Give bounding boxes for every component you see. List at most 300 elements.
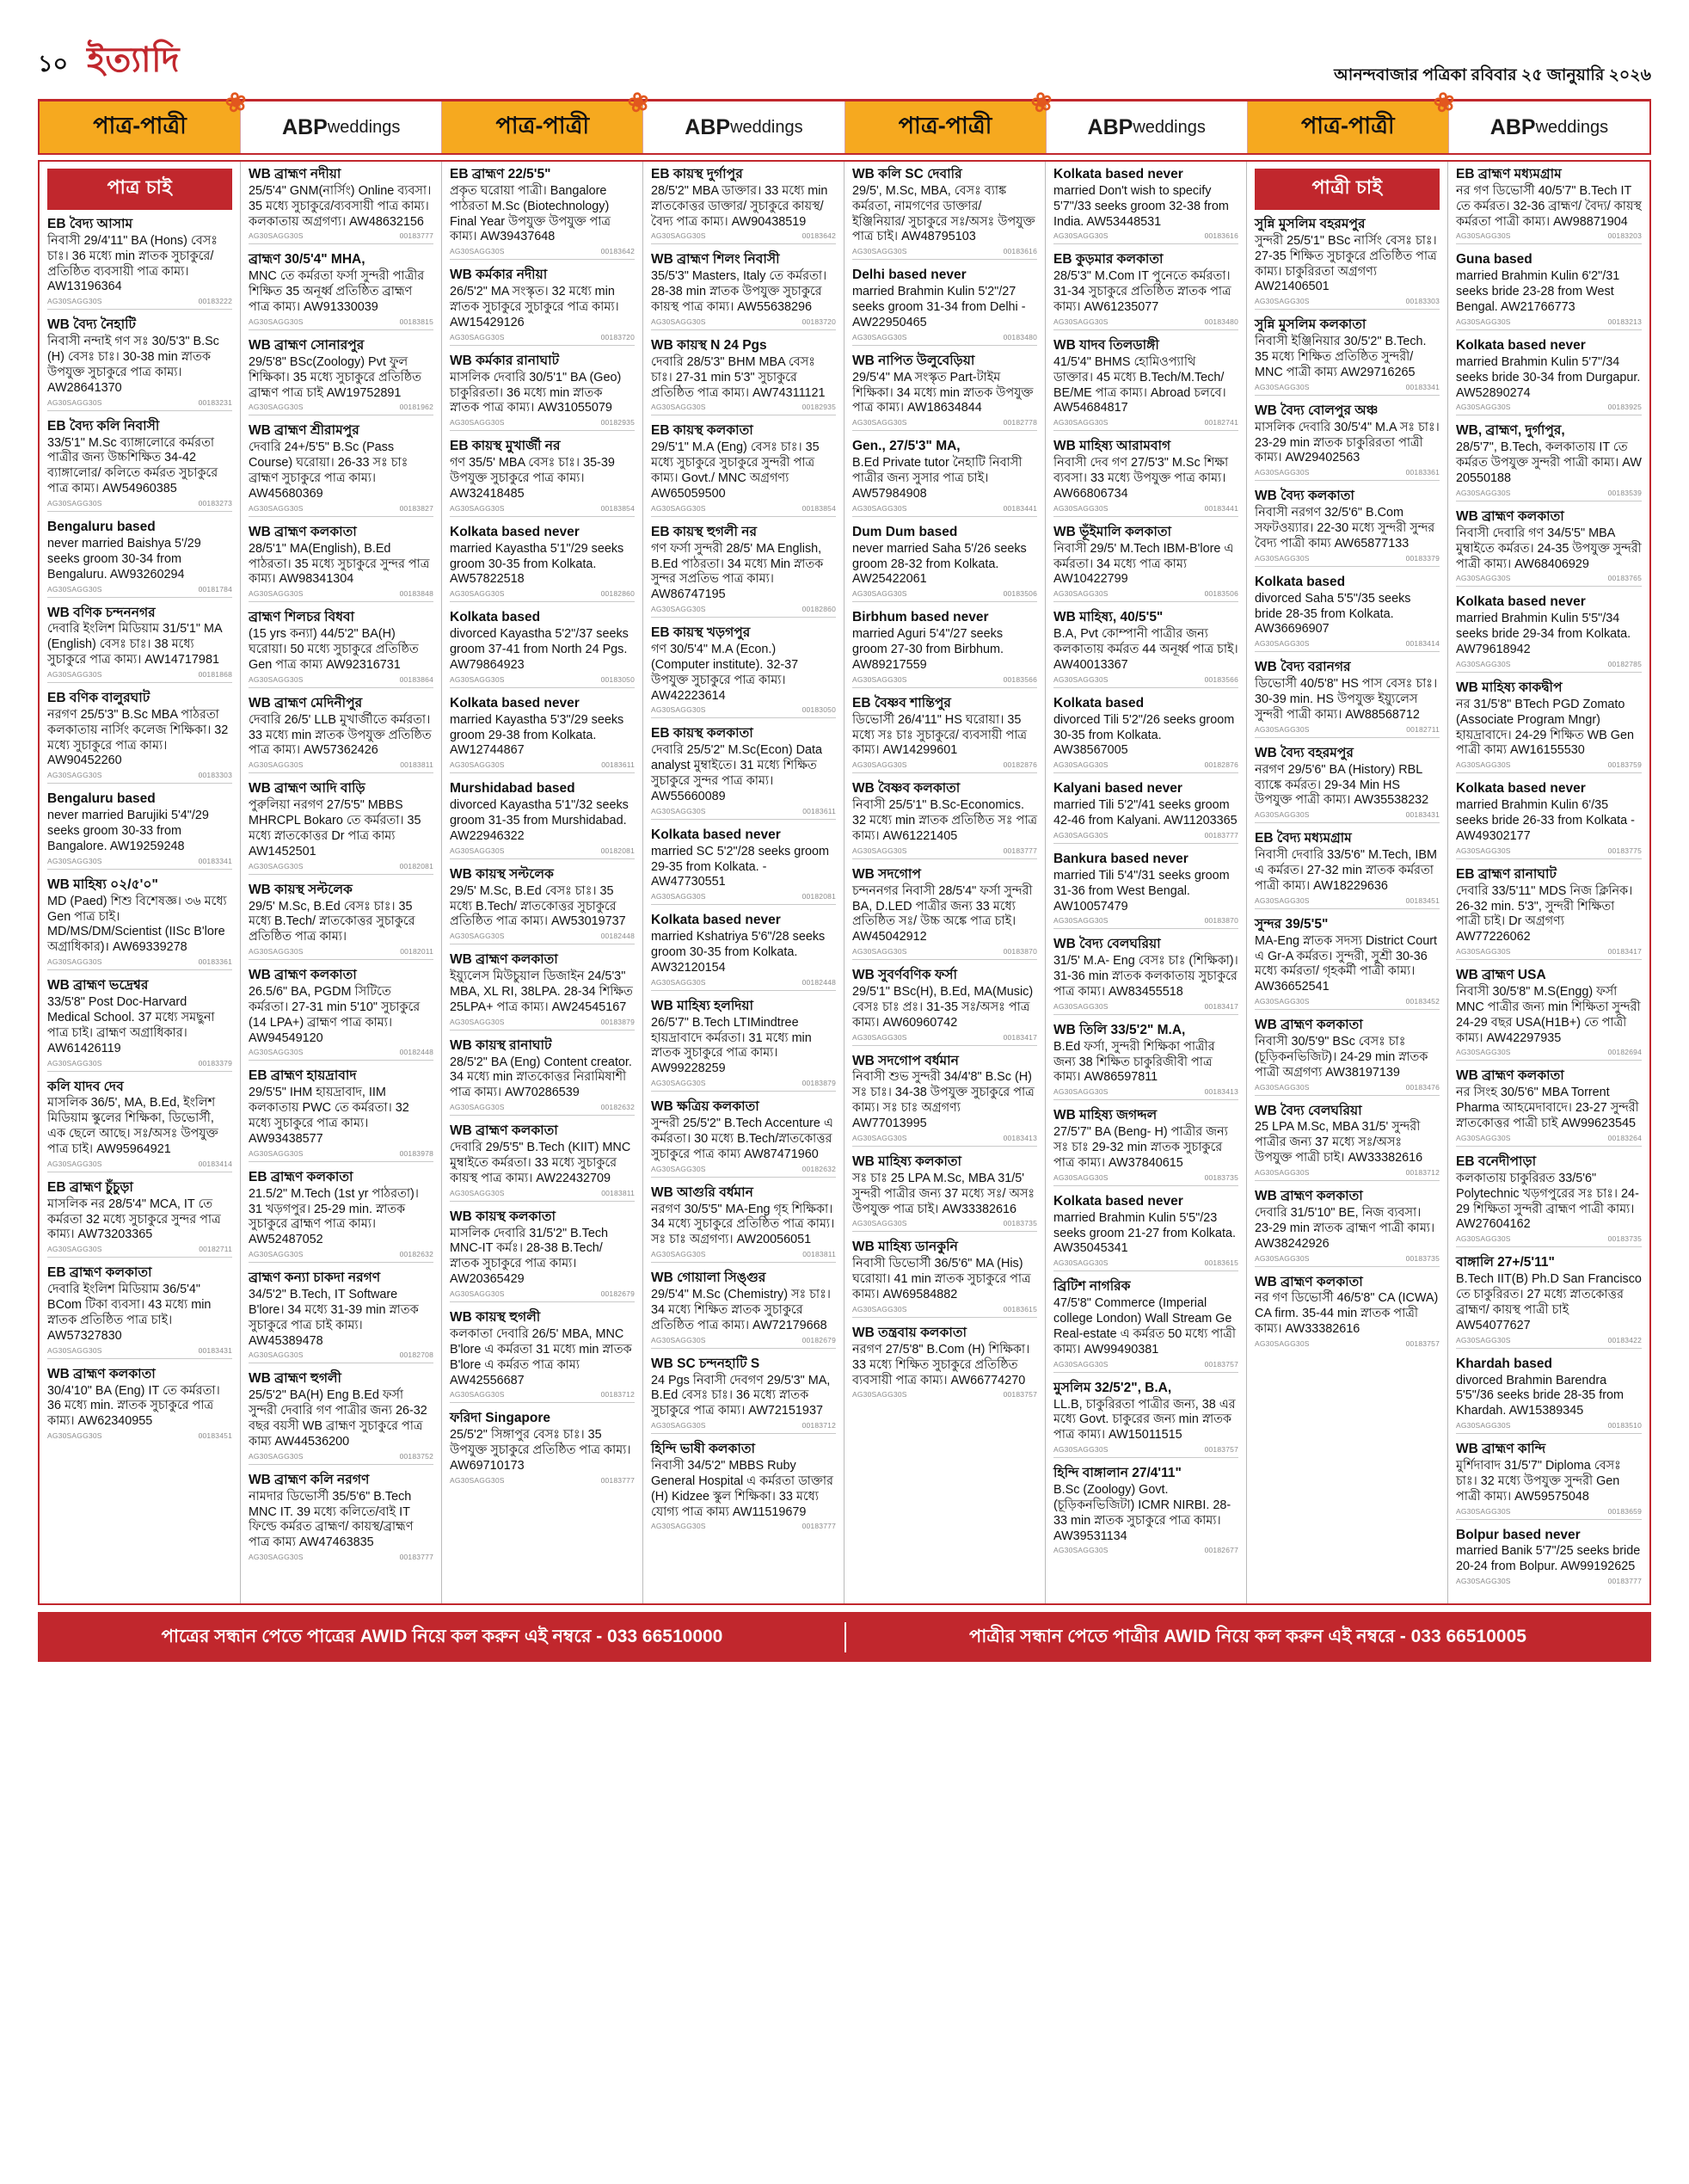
ad-code-row [249,947,433,956]
ad-code-row [852,418,1037,427]
classified-ad[interactable] [1456,1442,1642,1519]
classified-ad[interactable] [1255,831,1440,908]
ad-title: EB বৈষ্ণব শান্তিপুর [852,695,951,711]
classified-ad[interactable] [1053,1466,1238,1558]
ad-title: Kolkata based never [1053,167,1183,181]
ad-body: গণ 35/5' MBA বেসঃ চাঃ। 35-39 উপযুক্ত সুচাকুরে পাত্র কাম্য। AW32418485 [450,456,615,501]
classified-ad[interactable] [1456,167,1642,244]
ad-code-right: 00181784 [198,584,232,594]
ad-title: WB ব্রাহ্মণ কলকাতা [1456,1068,1564,1084]
ad-title: EB বনেদীপাড়া [1456,1154,1537,1169]
ad-title: EB ব্রাহ্মণ কলকাতা [249,1169,353,1184]
ad-body: 29/5'1" BSc(H), B.Ed, MA(Music) বেসঃ চাঃ প্রঃ। 31-35 সঃ/অসঃ পাত্র কাম্য। AW60960742 [852,984,1034,1030]
classified-ad[interactable] [450,610,635,687]
ad-body: দেবারি 33/5'11" MDS নিজ ক্লিনিক। 26-32 min. 5'3", সুন্দরী শিক্ষিতা পাত্রী চাই। Dr অগ্রগণ্য AW77226062 [1456,883,1633,944]
classified-ad[interactable] [1456,968,1642,1061]
ad-code-row [651,1165,836,1173]
classified-ad[interactable] [450,268,635,345]
classified-column [1448,162,1649,1603]
ad-code-left: AG30SAGG30S [47,584,102,594]
classified-ad[interactable] [1456,1068,1642,1146]
ad-body: নিবাসী ইঞ্জিনিয়ার 30/5'2" B.Tech. 35 মধ্যে শিক্ষিত প্রতিষ্ঠিত সুন্দরী/ MNC পাত্রী কাম্য AW29716265 [1255,335,1427,379]
classified-ad[interactable] [1053,610,1238,687]
ad-title: WB সুবর্ণবণিক ফর্সা [852,968,958,983]
ad-title: WB ক্ষত্রিয় কলকাতা [651,1099,759,1115]
abp-logo-sub: weddings [1133,117,1206,137]
ad-code-left: AG30SAGG30S [47,771,102,780]
classified-ad[interactable] [1456,338,1642,415]
ad-code-right: 00183777 [600,1475,635,1485]
classified-ad[interactable] [1053,252,1238,329]
classified-ad[interactable] [1255,1275,1440,1351]
classified-ad[interactable] [450,1209,635,1302]
ad-body: married Tili 5'2"/41 seeks groom 42-46 from Kalyani. AW11203365 [1053,798,1238,828]
ad-code-right: 00183616 [1204,231,1238,241]
classified-ad[interactable] [249,525,433,602]
classified-ad[interactable] [1255,403,1440,481]
ad-code-row [450,333,635,341]
ad-title: Kolkata based never [1456,337,1586,353]
ad-title: Kolkata based [450,610,541,625]
classified-ad[interactable] [1456,252,1642,329]
ad-code-left: AG30SAGG30S [450,1289,505,1299]
classified-ad[interactable] [1255,575,1440,652]
classified-ad[interactable] [1456,594,1642,672]
ad-code-row [249,1553,433,1561]
ad-code-right: 00183757 [1204,1445,1238,1455]
ad-code-row [450,247,635,255]
banner-label: পাত্র-পাত্রী [93,112,187,138]
ad-code-right: 00183273 [198,499,232,508]
ad-code-left: AG30SAGG30S [1053,1001,1109,1011]
classified-ad[interactable] [1456,1154,1642,1247]
ad-code-right: 00183611 [802,806,836,815]
classified-ad[interactable] [450,354,635,431]
ad-code-left: AG30SAGG30S [1053,503,1109,513]
ad-code-left: AG30SAGG30S [1053,231,1109,241]
classified-ad[interactable] [47,317,232,410]
ad-code-left: AG30SAGG30S [852,332,907,341]
ad-body: B.Ed Private tutor নৈহাটি নিবাসী পাত্রীর জন্য সুসার পাত্র চাই। AW57984908 [852,456,1023,501]
ad-code-row [450,675,635,684]
ad-body: 25 LPA M.Sc, MBA 31/5' সুন্দরী পাত্রীর জন্য 37 মধ্যে সঃ/অসঃ উপযুক্ত পাত্রী চাই। AW33382616 [1255,1120,1423,1166]
banner-patra-patri-1 [40,102,241,153]
classified-ad[interactable] [1255,1104,1440,1181]
ad-code-row [1053,589,1238,598]
ad-code-left: AG30SAGG30S [1456,1506,1511,1516]
ad-code-right: 00183050 [802,705,836,715]
ad-code-left: AG30SAGG30S [651,1079,706,1088]
ad-title: হিন্দি বাঙ্গালান 27/4'11" [1053,1466,1182,1481]
classified-ad[interactable] [47,791,232,869]
ad-body: নর 31/5'8" BTech PGD Zomato (Associate Program Mngr) হায়দ্রাবাদে। 24-29 শিক্ষিত WB Gen পাত্রী কাম্য AW16155530 [1456,697,1635,758]
ad-body: মাসলিক দেবারি 30/5'1" BA (Geo) চাকুরিরতা। 36 মধ্যে min স্নাতক স্নাতক পাত্র কাম্য। AW31055079 [450,370,622,415]
ad-code-right: 00182081 [600,846,635,855]
edition-line: আনন্দবাজার পত্রিকা রবিবার ২৫ জানুয়ারি ২০২৬ [1334,66,1651,84]
ad-code-left: AG30SAGG30S [249,317,304,326]
ad-code-right: 00182860 [802,605,836,614]
classified-column [1046,162,1247,1603]
banner-label: পাত্র-পাত্রী [1300,112,1395,138]
footer-groom-helpline[interactable]: পাত্রের সন্ধান পেতে পাত্রের AWID নিয়ে কল করুন এই নম্বরে - 033 66510000 [161,1626,723,1646]
classified-ad[interactable] [47,877,232,970]
ad-body: married Don't wish to specify 5'7"/33 seeks groom 32-38 from India. AW53448531 [1053,183,1229,229]
classified-ad[interactable] [1255,917,1440,1010]
ad-title: Kolkata based never [1053,1193,1183,1209]
classified-ad[interactable] [1456,1528,1642,1590]
ad-code-row [249,231,433,240]
ad-code-left: AG30SAGG30S [47,1431,102,1441]
classified-ad[interactable] [1053,1023,1238,1100]
banner-patra-patri-3 [845,102,1047,153]
classified-ad[interactable] [1255,317,1440,395]
classified-ad[interactable] [852,968,1037,1045]
classified-ad[interactable] [249,968,433,1061]
classified-ad[interactable] [651,423,836,516]
classified-ad[interactable] [651,1357,836,1434]
ad-code-row [1255,997,1440,1006]
ad-code-left: AG30SAGG30S [1255,724,1310,734]
classified-ad[interactable] [651,1099,836,1177]
ad-code-row [1456,403,1642,411]
ad-code-row [1053,317,1238,326]
ad-body: নর গণ ডিভোর্সী 40/5'7" B.Tech IT তে কর্মরত। 32-36 ব্রাহ্মণ/ বৈদ্য/ কায়স্থ কর্মরতা পাত্রী কাম্য। AW98871904 [1456,183,1642,229]
classified-ad[interactable] [47,419,232,512]
ad-code-left: AG30SAGG30S [1456,488,1511,497]
classified-ad[interactable] [852,696,1037,773]
classified-ad[interactable] [1053,852,1238,929]
classified-ad[interactable] [1053,525,1238,602]
classified-ad[interactable] [1456,509,1642,587]
ad-code-row [249,760,433,769]
classified-ad[interactable] [1255,660,1440,737]
classified-ad[interactable] [249,167,433,244]
classified-ad[interactable] [852,268,1037,345]
ad-code-row [450,1189,635,1197]
ad-title: WB ব্রাহ্মণ কলকাতা [249,524,357,539]
classified-ad[interactable] [852,1154,1037,1232]
ad-code-left: AG30SAGG30S [852,846,907,855]
ad-code-right: 00183539 [1607,488,1642,497]
ad-code-row [852,1033,1037,1042]
ad-code-right: 00183203 [1607,231,1642,241]
ad-code-row [249,1048,433,1056]
ad-title: WB কায়স্থ N 24 Pgs [651,337,767,353]
classified-ad[interactable] [852,610,1037,687]
classified-ad[interactable] [651,726,836,819]
ad-title: WB কলি SC দেবারি [852,167,962,181]
classified-ad[interactable] [249,1371,433,1464]
classified-ad[interactable] [1053,1381,1238,1458]
ad-code-right: 00183777 [399,1553,433,1562]
ad-code-row [852,1390,1037,1399]
ad-code-right: 00183506 [1003,589,1037,599]
classified-ad[interactable] [47,1180,232,1258]
ad-title: WB কর্মকার নদীয়া [450,268,548,283]
ad-code-row [852,1134,1037,1142]
ad-body: married Kayastha 5'3"/29 seeks groom 29-38 from Kolkata. AW12744867 [450,712,624,758]
ad-code-right: 00183720 [600,332,635,341]
classified-ad[interactable] [651,525,836,618]
ad-code-left: AG30SAGG30S [450,1103,505,1112]
ad-code-row [249,1250,433,1258]
banner-abp-weddings-2 [625,86,844,153]
classified-ad[interactable] [249,423,433,516]
ad-code-right: 00183757 [1003,1390,1037,1400]
ad-code-left: AG30SAGG30S [249,1451,304,1461]
classified-ad[interactable] [1053,937,1238,1014]
classified-ad[interactable] [249,338,433,415]
classified-ad[interactable] [1456,1357,1642,1434]
classified-ad[interactable] [1053,167,1238,244]
classified-ad[interactable] [852,867,1037,960]
classified-ad[interactable] [852,1326,1037,1402]
ad-code-left: AG30SAGG30S [651,1164,706,1173]
classified-column [844,162,1046,1603]
classified-ad[interactable] [852,1240,1037,1317]
ad-title: WB তন্ত্রবায় কলকাতা [852,1325,967,1340]
classified-ad[interactable] [852,354,1037,431]
classified-ad[interactable] [249,781,433,874]
ad-code-row [852,675,1037,684]
ad-code-row [651,403,836,411]
classified-ad[interactable] [1053,338,1238,431]
ad-code-row [1456,231,1642,240]
ad-code-left: AG30SAGG30S [651,892,706,901]
ad-body: married Brahmin Kulin 6'2"/31 seeks bride 23-28 from West Bengal. AW21766773 [1456,269,1620,315]
ad-code-left: AG30SAGG30S [651,503,706,513]
ad-body: never married Saha 5'/26 seeks groom 28-32 from Kolkata. AW25422061 [852,541,1027,587]
classified-ad[interactable] [651,167,836,244]
ad-code-row [1456,1577,1642,1585]
ad-code-row [1456,317,1642,326]
ad-body: 24 Pgs নিবাসী দেবগণ 29/5'3" MA, B.Ed বেসঃ চাঃ। 36 মধ্যে স্নাতক সুচাকুরে পাত্র কাম্য। AW72151937 [651,1373,831,1418]
classified-ad[interactable] [1053,1108,1238,1185]
ad-code-left: AG30SAGG30S [1255,468,1310,477]
classified-ad[interactable] [1255,217,1440,310]
classified-ad[interactable] [1255,746,1440,823]
ad-code-left: AG30SAGG30S [450,503,505,513]
classified-ad[interactable] [651,827,836,905]
banner-abp-weddings-4 [1430,86,1649,153]
classified-ad[interactable] [47,520,232,597]
classified-ad[interactable] [249,252,433,329]
ad-code-right: 00183659 [1607,1506,1642,1516]
classified-ad[interactable] [450,952,635,1030]
ad-code-row [249,862,433,871]
ad-code-left: AG30SAGG30S [1053,317,1109,326]
classified-ad[interactable] [47,1265,232,1358]
classified-ad[interactable] [450,696,635,773]
classified-ad[interactable] [47,217,232,310]
ad-code-right: 00182876 [1003,760,1037,770]
ad-code-row [651,1250,836,1258]
ad-body: married Brahmin Kulin 5'7"/34 seeks bride 30-34 from Durgapur. AW52890274 [1456,354,1641,400]
classified-ad[interactable] [249,1068,433,1161]
classified-ad[interactable] [651,1442,836,1534]
classified-ad[interactable] [249,610,433,687]
ad-title: Bolpur based never [1456,1527,1581,1542]
ad-code-row [249,403,433,411]
classified-ad[interactable] [1053,1279,1238,1372]
ad-code-right: 00181962 [399,403,433,412]
ad-body: নিবাসী দেব গণ 27/5'3" M.Sc শিক্ষা ব্যবসা। 33 মধ্যে উপযুক্ত পাত্র কাম্য। AW66806734 [1053,456,1229,501]
ad-code-right: 00183735 [1204,1172,1238,1182]
ad-code-row [47,670,232,679]
classified-ad[interactable] [651,252,836,329]
butterfly-icon: ❀ [625,86,653,120]
banner-label: পাত্র-পাত্রী [898,112,992,138]
ad-code-left: AG30SAGG30S [651,317,706,326]
classified-ad[interactable] [651,1185,836,1263]
ad-code-row [1456,1134,1642,1142]
ad-body: married Kayastha 5'1"/29 seeks groom 30-35 from Kolkata. AW57822518 [450,541,624,587]
classified-ad[interactable] [47,1367,232,1443]
ad-title: ব্রাহ্মণ কন্যা চাকদা নরগণ [249,1270,381,1286]
ad-code-right: 00183417 [1204,1001,1238,1011]
classified-ad[interactable] [651,913,836,990]
classified-ad[interactable] [249,1473,433,1565]
classified-ad[interactable] [47,606,232,683]
ad-title: Kolkata based never [450,524,580,539]
ad-body: নিবাসী 25/5'1" B.Sc-Economics. 32 মধ্যে min স্নাতক প্রতিষ্ঠিত সঃ পাত্র কাম্য। AW61221405 [852,798,1037,843]
classified-ad[interactable] [47,691,232,784]
footer-bride-helpline[interactable]: পাত্রীর সন্ধান পেতে পাত্রীর AWID নিয়ে কল করুন এই নম্বরে - 033 66510005 [844,1622,1649,1652]
ad-body: দেবারি 29/5'5" B.Tech (KIIT) MNC মুম্বাইতে কর্মরতা। 33 মধ্যে সুচাকুরে কায়স্থ পাত্র কাম্য। AW22432709 [450,1141,631,1185]
ad-title: Kolkata based never [1456,594,1586,610]
classified-ad[interactable] [450,867,635,944]
ad-code-row [249,675,433,684]
ad-body: নিবাসী 29/4'11" BA (Hons) বেসঃ চাঃ। 36 মধ্যে min স্নাতক সুচাকুরে/ প্রতিষ্ঠিত ব্যবসায়ী পাত্র কাম্য। AW13196364 [47,233,218,294]
ad-code-right: 00183854 [802,503,836,513]
abp-logo-text: ABP [685,114,731,139]
ad-code-row [1456,1421,1642,1430]
ad-code-left: AG30SAGG30S [450,760,505,770]
ad-body: 29/5'4" M.Sc (Chemistry) সঃ চাঃ। 34 মধ্যে শিক্ষিত স্নাতক সুচাকুরে প্রতিষ্ঠিত পাত্র কাম্য। AW72179668 [651,1288,831,1332]
classified-ad[interactable] [47,1080,232,1172]
ad-code-right: 00183413 [1003,1133,1037,1142]
classified-ad[interactable] [1456,867,1642,960]
ad-code-right: 00183735 [1607,1234,1642,1244]
classified-ad[interactable] [1053,439,1238,516]
ad-code-row [651,1421,836,1430]
classified-ad[interactable] [852,781,1037,858]
classified-ad[interactable] [249,1170,433,1263]
ad-code-row [852,247,1037,255]
ad-code-left: AG30SAGG30S [450,1390,505,1400]
classified-ad[interactable] [1255,1189,1440,1266]
classified-ad[interactable] [450,1123,635,1201]
classified-ad[interactable] [450,1310,635,1403]
ad-code-left: AG30SAGG30S [852,947,907,957]
ad-code-left: AG30SAGG30S [1456,659,1511,668]
ad-code-right: 00183752 [399,1451,433,1461]
classified-ad[interactable] [651,999,836,1092]
ad-code-left: AG30SAGG30S [1456,231,1511,241]
classified-ad[interactable] [852,439,1037,516]
classified-ad[interactable] [450,439,635,516]
ad-title: WB ব্রাহ্মণ কলকাতা [1255,1189,1363,1204]
ad-code-left: AG30SAGG30S [651,705,706,715]
ad-title: WB ব্রাহ্মণ ভদ্রেশ্বর [47,978,149,994]
ad-code-right: 00183414 [1405,639,1440,649]
classified-ad[interactable] [1053,781,1238,844]
ad-code-right: 00183441 [1003,503,1037,513]
ad-code-left: AG30SAGG30S [450,418,505,428]
classified-ad[interactable] [1053,1194,1238,1271]
ad-code-left: AG30SAGG30S [1456,1577,1511,1586]
ad-body: কলকাতায় চাকুরিরত 33/5'6" Polytechnic খড়গপুরের সঃ চাঃ। 24-29 শিক্ষিতা সুন্দরী ব্রাহ্মণ পাত্রী কাম্য। AW27604162 [1456,1171,1639,1232]
classified-column [643,162,844,1603]
classified-ad[interactable] [852,1054,1037,1147]
ad-code-row [1456,947,1642,956]
ad-code-row [249,1452,433,1461]
classified-ad[interactable] [852,167,1037,260]
classified-ad[interactable] [450,525,635,602]
classified-ad[interactable] [450,781,635,858]
ad-code-left: AG30SAGG30S [1053,1172,1109,1182]
classified-ad[interactable] [249,696,433,773]
classified-ad[interactable] [450,167,635,260]
ad-code-left: AG30SAGG30S [852,1390,907,1400]
ad-code-left: AG30SAGG30S [651,1335,706,1344]
classified-ad[interactable] [1255,1018,1440,1095]
ad-title: WB মাহিষ্য কলকাতা [852,1154,962,1169]
footer-bar [38,1612,1651,1662]
classified-ad[interactable] [450,1038,635,1116]
ad-body: গণ 30/5'4" M.A (Econ.) (Computer institute). 32-37 উপযুক্ত সুচাকুরে পাত্র কাম্য। AW42223614 [651,643,799,703]
classified-ad[interactable] [1456,423,1642,501]
ad-code-row [47,1059,232,1067]
ad-code-left: AG30SAGG30S [1456,1234,1511,1244]
banner-abp-weddings-3 [1028,86,1248,153]
ad-body: 26.5/6" BA, PGDM সিটিতে কর্মরতা। 27-31 min 5'10" সুচাকুরে (14 LPA+) ব্রাহ্মণ পাত্র কাম্য। AW94549120 [249,984,421,1045]
classified-ad[interactable] [1456,1255,1642,1348]
ad-code-right: 00183811 [400,760,433,770]
classified-ad[interactable] [249,883,433,960]
classified-ad[interactable] [450,1411,635,1487]
ad-title: WB কায়স্থ সল্টলেক [450,866,554,882]
ad-title: Bengaluru based [47,791,156,807]
classified-ad[interactable] [1255,489,1440,566]
ad-code-left: AG30SAGG30S [1053,830,1109,840]
classified-ad[interactable] [651,625,836,718]
ad-code-left: AG30SAGG30S [450,674,505,684]
classified-ad[interactable] [47,978,232,1071]
ad-code-left: AG30SAGG30S [852,674,907,684]
ad-code-left: AG30SAGG30S [1255,1339,1310,1349]
classified-ad[interactable] [651,1270,836,1348]
ad-title: EB কায়স্থ দুর্গাপুর [651,167,743,181]
classified-ad[interactable] [852,525,1037,602]
classified-ad[interactable] [651,338,836,415]
ad-title: WB ব্রাহ্মণ কলি নরগণ [249,1472,370,1487]
ad-code-left: AG30SAGG30S [47,397,102,407]
ad-code-row [249,1350,433,1359]
ad-title: EB বৈদ্য মধ্যমগ্রাম [1255,831,1352,846]
classified-ad[interactable] [1456,781,1642,858]
ad-code-right: 00183870 [1003,947,1037,957]
ad-body: married Tili 5'4"/31 seeks groom 31-36 from West Bengal. AW10057479 [1053,868,1230,914]
ad-code-right: 00183775 [1607,846,1642,855]
ad-title: EB কায়স্থ মুখার্জী নর [450,439,561,454]
ad-title: WB কায়স্থ রানাঘাট [450,1037,552,1053]
classified-ad[interactable] [1053,696,1238,773]
ad-body: 28/5'3" M.Com IT পুনেতে কর্মরতা। 31-34 সুচাকুরে প্রতিষ্ঠিত স্নাতক পাত্র কাম্য। AW61235077 [1053,269,1231,315]
ad-code-right: 00183811 [802,1250,836,1259]
classified-ad[interactable] [1456,680,1642,773]
classified-ad[interactable] [249,1270,433,1363]
